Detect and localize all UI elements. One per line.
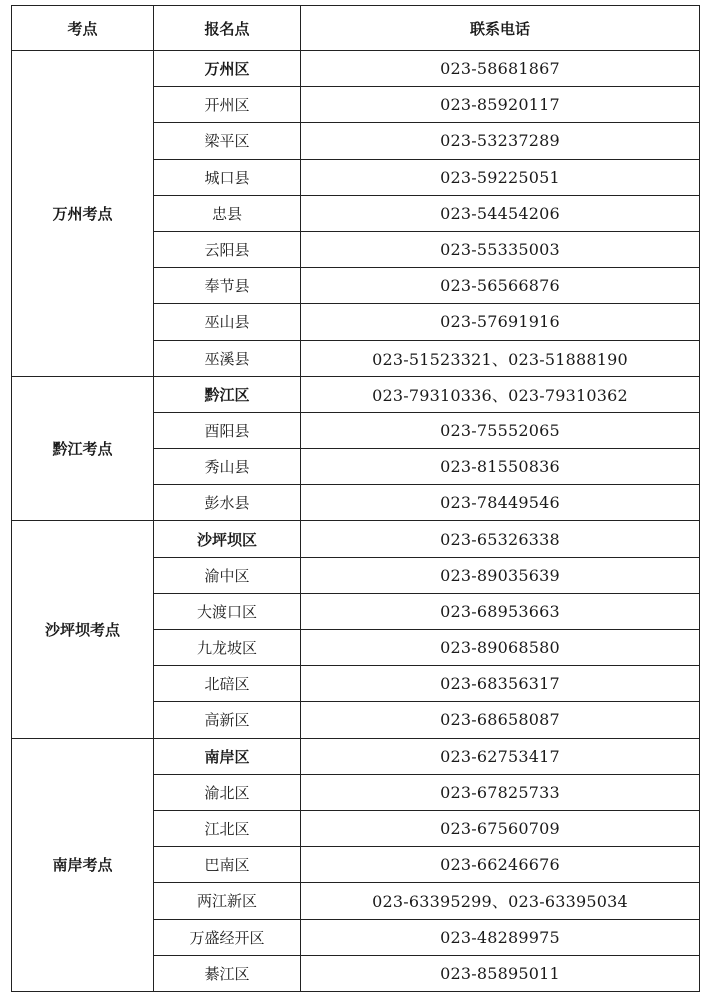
registration-site-cell: 云阳县: [154, 231, 301, 267]
registration-site-cell: 开州区: [154, 87, 301, 123]
registration-site-cell: 巫溪县: [154, 340, 301, 376]
table-header: [12, 6, 700, 51]
header-row: [12, 6, 700, 51]
phone-cell: 023-53237289: [301, 123, 700, 159]
table-row: [12, 51, 700, 87]
phone-cell: 023-56566876: [301, 268, 700, 304]
table-row: [12, 521, 700, 557]
phone-cell: 023-67560709: [301, 810, 700, 846]
phone-cell: 023-68953663: [301, 593, 700, 629]
phone-cell: 023-67825733: [301, 774, 700, 810]
phone-cell: 023-68356317: [301, 666, 700, 702]
phone-cell: 023-51523321、023-51888190: [301, 340, 700, 376]
registration-site-cell: 大渡口区: [154, 593, 301, 629]
phone-cell: 023-89068580: [301, 630, 700, 666]
registration-site-cell: 渝北区: [154, 774, 301, 810]
phone-cell: 023-55335003: [301, 231, 700, 267]
phone-cell: 023-58681867: [301, 51, 700, 87]
registration-site-cell: 城口县: [154, 159, 301, 195]
registration-site-cell: 高新区: [154, 702, 301, 738]
exam-site-cell: 南岸考点: [12, 738, 154, 991]
registration-site-cell: 黔江区: [154, 376, 301, 412]
registration-site-cell: 九龙坡区: [154, 630, 301, 666]
table-body: [12, 51, 700, 992]
exam-site-cell: 万州考点: [12, 51, 154, 377]
phone-cell: 023-89035639: [301, 557, 700, 593]
registration-site-cell: 酉阳县: [154, 412, 301, 448]
registration-site-cell: 万盛经开区: [154, 919, 301, 955]
exam-site-cell: 黔江考点: [12, 376, 154, 521]
phone-cell: 023-79310336、023-79310362: [301, 376, 700, 412]
registration-site-cell: 秀山县: [154, 449, 301, 485]
exam-sites-table: [11, 5, 700, 992]
header-phone: 联系电话: [301, 6, 700, 51]
registration-site-cell: 两江新区: [154, 883, 301, 919]
phone-cell: 023-65326338: [301, 521, 700, 557]
registration-site-cell: 巴南区: [154, 847, 301, 883]
exam-site-cell: 沙坪坝考点: [12, 521, 154, 738]
header-registration-site: 报名点: [154, 6, 301, 51]
phone-cell: 023-63395299、023-63395034: [301, 883, 700, 919]
registration-site-cell: 南岸区: [154, 738, 301, 774]
registration-site-cell: 北碚区: [154, 666, 301, 702]
phone-cell: 023-66246676: [301, 847, 700, 883]
phone-cell: 023-68658087: [301, 702, 700, 738]
registration-site-cell: 綦江区: [154, 955, 301, 991]
table-row: [12, 738, 700, 774]
phone-cell: 023-57691916: [301, 304, 700, 340]
phone-cell: 023-48289975: [301, 919, 700, 955]
phone-cell: 023-78449546: [301, 485, 700, 521]
phone-cell: 023-59225051: [301, 159, 700, 195]
registration-site-cell: 江北区: [154, 810, 301, 846]
registration-site-cell: 奉节县: [154, 268, 301, 304]
registration-site-cell: 彭水县: [154, 485, 301, 521]
registration-site-cell: 沙坪坝区: [154, 521, 301, 557]
header-exam-site: 考点: [12, 6, 154, 51]
registration-site-cell: 梁平区: [154, 123, 301, 159]
phone-cell: 023-85920117: [301, 87, 700, 123]
phone-cell: 023-62753417: [301, 738, 700, 774]
phone-cell: 023-75552065: [301, 412, 700, 448]
registration-site-cell: 万州区: [154, 51, 301, 87]
registration-site-cell: 渝中区: [154, 557, 301, 593]
registration-site-cell: 巫山县: [154, 304, 301, 340]
phone-cell: 023-85895011: [301, 955, 700, 991]
registration-site-cell: 忠县: [154, 195, 301, 231]
phone-cell: 023-81550836: [301, 449, 700, 485]
table-row: [12, 376, 700, 412]
phone-cell: 023-54454206: [301, 195, 700, 231]
